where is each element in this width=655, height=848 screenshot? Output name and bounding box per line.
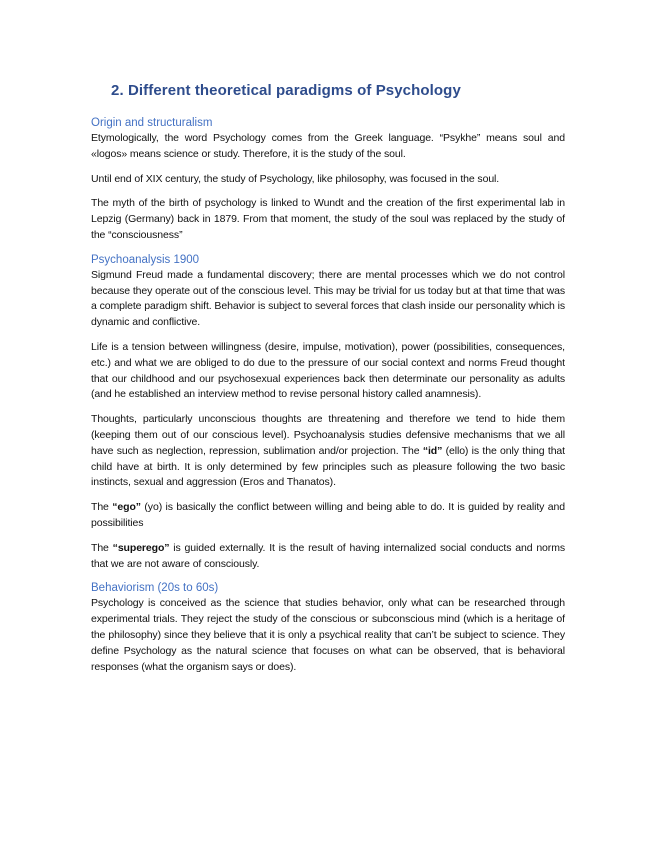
paragraph: Psychology is conceived as the science that studies behavior, only what can be researched through experimental trials. They reject the study of the conscious or subconscious mind (which is a heritage of the philosophy) since they believe that it is only a psychical reality that can’t be subject to science. They define Psychology as the natural science that focuses on what can be observed, that is behavioral responses (what the organism says or does). <box>91 597 565 673</box>
paragraph: The “superego” is guided externally. It is the result of having internalized social conducts and norms that we are not aware of consciously. <box>91 541 565 570</box>
paragraph: Life is a tension between willingness (desire, impulse, motivation), power (possibilities, consequences, etc.) and what we are obliged to do due to the pressure of our social context and norms Freud thought that our childhood and our psychosexual experiences back then determinate our personality as adults (and he established an interview method to revise personal history called anamnesis). <box>91 340 565 401</box>
section-heading-behaviorism: Behaviorism (20s to 60s) <box>91 582 219 595</box>
key-term: “id” <box>422 444 443 457</box>
paragraph: The myth of the birth of psychology is linked to Wundt and the creation of the first experimental lab in Lepzig (Germany) back in 1879. From that moment, the study of the soul was replaced by the study of the “consciousness” <box>91 197 565 241</box>
page-title: 2. Different theoretical paradigms of Psychology <box>111 82 461 99</box>
paragraph: Sigmund Freud made a fundamental discovery; there are mental processes which we do not control because they operate out of the conscious level. This may be trivial for us today but at that time that was a complete paradigm shift. Behavior is subject to several forces that clash inside our personality which is dynamic and conflictive. <box>91 268 565 329</box>
document-body <box>91 82 565 675</box>
paragraph: Thoughts, particularly unconscious thoughts are threatening and therefore we tend to hide them (keeping them out of our conscious level). Psychoanalysis studies defensive mechanisms that we all have such as neglection, repression, sublimation and/or projection. The “id” (ello) is the only thing that child have at birth. It is only determined by few principles such as pleasure following the two basic instincts, sexual and aggression (Eros and Thanatos). <box>91 413 565 489</box>
section-heading-origin: Origin and structuralism <box>91 117 213 129</box>
paragraph: Etymologically, the word Psychology comes from the Greek language. “Psykhe” means soul and «logos» means science or study. Therefore, it is the study of the soul. <box>91 132 565 160</box>
key-term: “superego” <box>112 541 170 554</box>
paragraph: The “ego” (yo) is basically the conflict between willing and being able to do. It is guided by reality and possibilities <box>91 501 565 529</box>
key-term: “ego” <box>112 501 141 514</box>
paragraph: Until end of XIX century, the study of Psychology, like philosophy, was focused in the soul. <box>91 172 500 185</box>
section-heading-psychoanalysis: Psychoanalysis 1900 <box>91 253 200 266</box>
